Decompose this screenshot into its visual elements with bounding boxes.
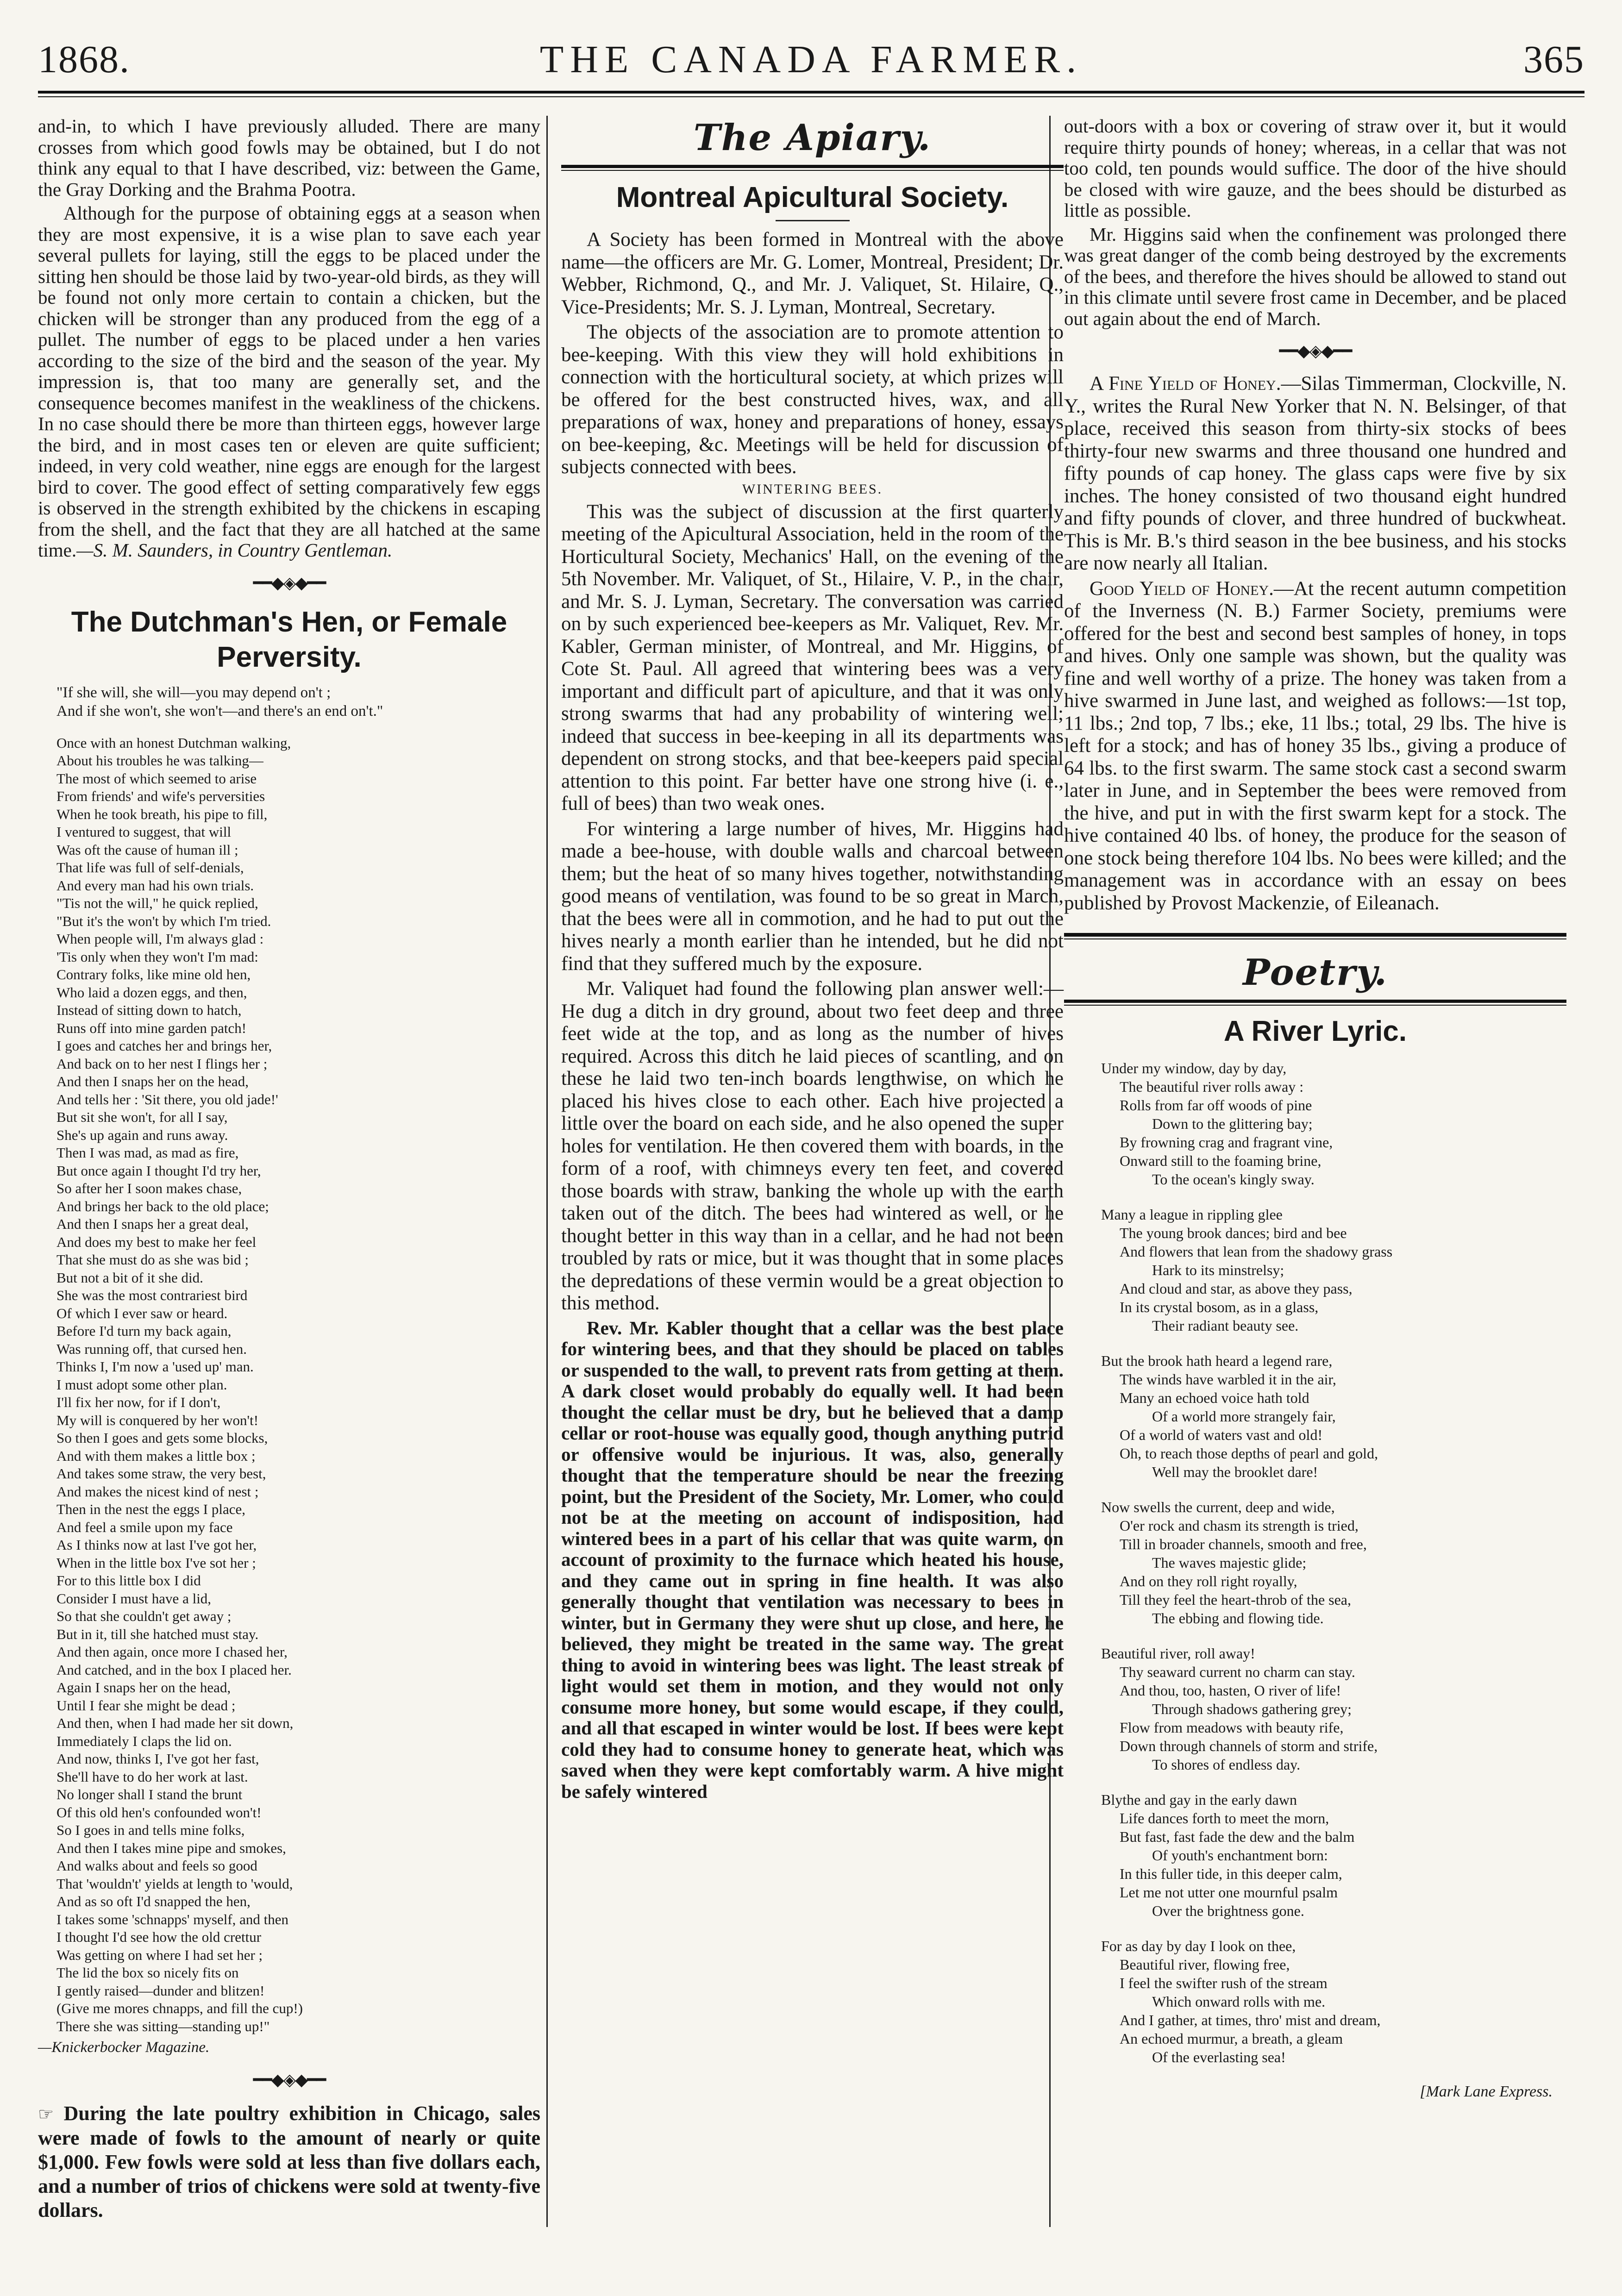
verse-line: And does my best to make her feel — [56, 1233, 257, 1250]
honey-item — [1064, 373, 1566, 575]
verse-line: That she must do as she was bid ; — [56, 1251, 249, 1268]
poem-line: And on they roll right royally, — [1120, 1573, 1297, 1589]
verse-line: And catched, and in the box I placed her. — [56, 1661, 292, 1678]
verse-line: And then I takes mine pipe and smokes, — [56, 1839, 286, 1856]
poultry-note-text: During the late poultry exhibition in Chicago, sales were made of fowls to the amount of nearly or quite $1,000. Few fowls were sold at less than five dollars each, and a number of trios of chickens were sold at twenty-five dollars. — [38, 2102, 541, 2221]
poem-line: Many a league in rippling glee — [1101, 1206, 1283, 1223]
verse-line: She'll have to do her work at last. — [56, 1768, 248, 1785]
poem-stanza — [1101, 1498, 1566, 1627]
poem-line: Let me not utter one mournful psalm — [1120, 1884, 1338, 1901]
verse-line: Again I snaps her on the head, — [56, 1679, 231, 1695]
poem-line: Well may the brooklet dare! — [1152, 1464, 1318, 1480]
poem-line: To shores of endless day. — [1152, 1756, 1301, 1773]
verse-line: The most of which seemed to arise — [56, 770, 257, 787]
poem-line: Down through channels of storm and strife, — [1120, 1738, 1378, 1754]
verse-line: And brings her back to the old place; — [56, 1198, 269, 1214]
poem-line: Blythe and gay in the early dawn — [1101, 1791, 1297, 1808]
epigraph — [38, 683, 540, 720]
verse-line: Of which I ever saw or heard. — [56, 1305, 228, 1321]
separator-ornament: ━━◆◈◆━━ — [253, 573, 326, 592]
verse-line: Thinks I, I'm now a 'used up' man. — [56, 1358, 254, 1375]
verse-line: And as so oft I'd snapped the hen, — [56, 1893, 251, 1909]
poem-line: Hark to its minstrelsy; — [1152, 1262, 1284, 1278]
paragraph: This was the subject of discussion at the first quarterly meeting of the Apicultural Association, held in the room of the Horticultural Society, Mechanics' Hall, on the evening of the 5th November. Mr. Valiquet, of St., Hilaire, V. P., in the chair, and Mr. S. J. Lyman, Secretary. The conversation was carried on by such experienced bee-keepers as Mr. Valiquet, Rev. Mr. Kabler, German minister, of Montreal, and Mr. Higgins, of Cote St. Paul. All agreed that wintering bees was a very important and difficult part of apiculture, and that it was only strong swarms that had any probability of wintering well; indeed that success in bee-keeping in all its departments was dependent on strong stocks, and that bee-keepers paid special attention to this point. Far better have one strong hive (i. e., full of bees) than two weak ones. — [561, 500, 1064, 814]
paragraph-text: Although for the purpose of obtaining eggs at a season when they are most expensive, it is a wise plan to save each year several pullets for laying, still the eggs to be placed under the sitting hen should be those laid by two-year-old birds, as they will be found not only more certain to contain a chicken, but the chicken will be stronger than any produced from the egg of a pullet. The number of eggs to be placed under a hen varies according to the size of the bird and the season of the year. My impression is, that too many are generally set, and the consequence becomes manifest in the weakliness of the chickens. In no case should there be more than thirteen eggs, however large the bird, and in most cases ten or eleven are quite sufficient; indeed, in very cold weather, nine eggs are enough for the largest bird to cover. The good effect of setting comparatively few eggs is observed in the strength exhibited by the chickens in escaping from the shell, and the fact that they are all hatched at the same time. — [38, 202, 540, 561]
poem-line: The ebbing and flowing tide. — [1152, 1610, 1324, 1627]
verse-line: Then I was mad, as mad as fire, — [56, 1145, 239, 1161]
verse-line: So after her I soon makes chase, — [56, 1180, 242, 1196]
epigraph-line: "If she will, she will—you may depend on't ; — [56, 684, 331, 701]
poem-line: Till in broader channels, smooth and free, — [1120, 1536, 1367, 1552]
verse-line: And every man had his own trials. — [56, 877, 254, 894]
poem-line: Now swells the current, deep and wide, — [1101, 1499, 1335, 1515]
verse-line: My will is conquered by her won't! — [56, 1412, 259, 1428]
verse-line: Contrary folks, like mine old hen, — [56, 966, 251, 982]
poem-stanza — [1101, 1790, 1566, 1920]
verse-line: And feel a smile upon my face — [56, 1519, 233, 1535]
verse-line: So I goes in and tells mine folks, — [56, 1822, 245, 1838]
verse-line: Immediately I claps the lid on. — [56, 1733, 232, 1749]
poem-line: By frowning crag and fragrant vine, — [1120, 1134, 1333, 1151]
poem-line: And cloud and star, as above they pass, — [1120, 1280, 1353, 1297]
column-apiary — [561, 116, 1064, 1805]
epigraph-line: And if she won't, she won't—and there's an end on't." — [56, 702, 383, 719]
paragraph: Mr. Higgins said when the confinement was prolonged there was great danger of the comb being destroyed by the excrements of the bees, and therefore the hives should be allowed to stand out in this climate until severe frost came in December, and be placed out again about the end of March. — [1064, 223, 1566, 329]
verse-line: I must adopt some other plan. — [56, 1376, 227, 1393]
poem-line: Oh, to reach those depths of pearl and gold, — [1120, 1445, 1378, 1462]
poem-line: But the brook hath heard a legend rare, — [1101, 1352, 1333, 1369]
item-lead: A Fine Yield of Honey. — [1090, 373, 1281, 394]
verse-line: Was getting on where I had set her ; — [56, 1946, 263, 1963]
verse-line: I goes and catches her and brings her, — [56, 1038, 272, 1054]
masthead-year: 1868. — [38, 38, 130, 81]
verse-line: When in the little box I've sot her ; — [56, 1554, 256, 1571]
verse-line: And then again, once more I chased her, — [56, 1644, 288, 1660]
masthead-rule — [38, 91, 1584, 94]
poem-source: —Knickerbocker Magazine. — [38, 2039, 210, 2056]
verse-line: And then I snaps her on the head, — [56, 1073, 249, 1089]
verse-line: That life was full of self-denials, — [56, 859, 244, 876]
verse-line: As I thinks now at last I've got her, — [56, 1537, 257, 1553]
poem-line: To the ocean's kingly sway. — [1152, 1171, 1315, 1188]
verse-line: The lid the box so nicely fits on — [56, 1964, 239, 1981]
poem-line: For as day by day I look on thee, — [1101, 1938, 1296, 1954]
poem-line: O'er rock and chasm its strength is tried, — [1120, 1517, 1359, 1534]
verse-line: But once again I thought I'd try her, — [56, 1162, 261, 1179]
paragraph: For wintering a large number of hives, Mr. Higgins had made a bee-house, with double walls and charcoal between them; but the heat of so many hives together, notwithstanding good means of ventilation, was found to be so great in March, that the bees were all in commotion, and he had to put out the hives nearly a month earlier than he intended, but he did not find that they suffered much by the exposure. — [561, 818, 1064, 975]
poem-line: Of the everlasting sea! — [1152, 2049, 1286, 2065]
poem-line: Many an echoed voice hath told — [1120, 1389, 1309, 1406]
verse-line: And then I snaps her a great deal, — [56, 1216, 249, 1232]
masthead — [38, 32, 1584, 83]
verse-line: Until I fear she might be dead ; — [56, 1697, 236, 1714]
paragraph: A Society has been formed in Montreal with the above name—the officers are Mr. G. Lomer, Montreal, President; Dr. Webber, Richmond, Q., and Mr. J. Valiquet, St. Hilaire, Q., Vice-Presidents; Mr. S. J. Lyman, Montreal, Secretary. — [561, 229, 1064, 318]
verse-line: Was running off, that cursed hen. — [56, 1340, 247, 1357]
verse-line: Was oft the cause of human ill ; — [56, 841, 238, 858]
verse-line: That 'wouldn't' yields at length to 'would, — [56, 1875, 293, 1892]
poem-heading: The Dutchman's Hen, or Female Perversity. — [71, 606, 507, 673]
verse-line: And takes some straw, the very best, — [56, 1465, 266, 1482]
poem-line: And I gather, at times, thro' mist and dream, — [1120, 2012, 1381, 2028]
poem-line: And thou, too, hasten, O river of life! — [1120, 1682, 1341, 1699]
verse-line: And then, when I had made her sit down, — [56, 1715, 294, 1731]
masthead-rule-thin — [38, 96, 1584, 97]
poem-line: Their radiant beauty see. — [1152, 1317, 1299, 1334]
section-rule-thin — [561, 170, 1064, 171]
section-rule — [1064, 933, 1566, 937]
poem-line: Under my window, day by day, — [1101, 1060, 1287, 1076]
poem-line: Of a world of waters vast and old! — [1120, 1426, 1323, 1443]
section-heading-poetry: Poetry. — [1243, 951, 1388, 994]
poem-line: The waves majestic glide; — [1152, 1554, 1307, 1571]
verse-line: "But it's the won't by which I'm tried. — [56, 913, 271, 929]
column-honey-poetry — [1064, 116, 1566, 2101]
poem-stanza — [1101, 1351, 1566, 1481]
verse-line: And makes the nicest kind of nest ; — [56, 1483, 259, 1500]
item-text: —Silas Timmerman, Clockville, N. Y., writes the Rural New Yorker that N. N. Belsinger, of that place, received this season from thirty-six stocks of bees thirty-four new swarms and three thousand one hundred and fifty pounds of cap honey. The glass caps were five by six inches. The honey consisted of two thousand eight hundred and fifty pounds of clover, and three hundred of buckwheat. This is Mr. B.'s third season in the bee business, and his stocks are now nearly all Italian. — [1064, 373, 1567, 574]
byline: —S. M. Saunders, in Country Gentleman. — [76, 539, 393, 561]
poem-stanza — [1101, 1059, 1566, 1189]
verse-line: For to this little box I did — [56, 1572, 201, 1589]
verse-line: About his troubles he was talking— — [56, 752, 263, 769]
verse-line: Before I'd turn my back again, — [56, 1323, 232, 1339]
subheading: WINTERING BEES. — [742, 481, 883, 497]
verse-line: Once with an honest Dutchman walking, — [56, 734, 291, 751]
verse-line: But not a bit of it she did. — [56, 1269, 203, 1286]
article-heading: Montreal Apicultural Society. — [616, 181, 1009, 213]
paragraph: Mr. Valiquet had found the following plan answer well:—He dug a ditch in dry ground, about two feet deep and three feet wide at the top, and as long as the number of hives required. Across this ditch he laid pieces of scantling, and on these he laid two ten-inch boards lengthwise, on which he placed his hives close to each other. Each hive projected a little over the board on each side, and he also opened the super holes for ventilation. He then covered them with boards, in the form of a roof, with chimneys every ten feet, and covered those boards with straw, banking the whole up with the earth taken out of the ditch. The bees had wintered as well, or he thought better in this way than in a cellar, and he had not been troubled by rats or mice, but it was thought that in some places the depredations of these vermin would be a great objection to this method. — [561, 978, 1064, 1314]
poem-stanza — [1101, 1937, 1566, 2066]
verse-line: I gently raised—dunder and blitzen! — [56, 1982, 265, 1999]
masthead-page-number: 365 — [1523, 38, 1584, 81]
paragraph — [38, 203, 540, 561]
poem-stanza — [1101, 1644, 1566, 1774]
heading-rule — [776, 220, 850, 221]
pointing-hand-icon: ☞ — [38, 2104, 54, 2124]
verse-line: So that she couldn't get away ; — [56, 1608, 232, 1624]
poem-line: Through shadows gathering grey; — [1152, 1701, 1352, 1717]
verse-line: No longer shall I stand the brunt — [56, 1786, 243, 1802]
poultry-note — [38, 2102, 540, 2222]
poem-line: In this fuller tide, in this deeper calm, — [1120, 1865, 1342, 1882]
verse-line: And walks about and feels so good — [56, 1858, 257, 1874]
poem-verse — [38, 734, 540, 2036]
poem-line: The beautiful river rolls away : — [1120, 1078, 1304, 1095]
separator-ornament: ━━◆◈◆━━ — [1279, 342, 1352, 360]
verse-line: I'll fix her now, for if I don't, — [56, 1394, 221, 1410]
poem-line: And flowers that lean from the shadowy grass — [1120, 1243, 1393, 1260]
verse-line: I thought I'd see how the old crettur — [56, 1929, 262, 1945]
item-text: —At the recent autumn competition of the Inverness (N. B.) Farmer Society, premiums were offered for the best and second best samples of honey, in tops and hives. Only one sample was shown, but the quality was fine and well worthy of a prize. The honey was taken from a hive swarmed in June last, and weighed as follows:—1st top, 11 lbs.; 2nd top, 7 lbs.; eke, 11 lbs.; total, 29 lbs. The hive is left for a stock; and has of honey 35 lbs., giving a produce of 64 lbs. to the first swarm. The same stock cast a second swarm later in June, and in September the bees were removed from the hive, and put in with the first swarm kept for a stock. The hive contained 40 lbs. of honey, the produce for the season of one stock being therefore 104 lbs. No bees were killed; and the management was in accordance with an essay on bees published by Provost Mackenzie, of Eileanach. — [1064, 577, 1566, 914]
verse-line: Runs off into mine garden patch! — [56, 1020, 247, 1036]
verse-line: And back on to her nest I flings her ; — [56, 1055, 268, 1072]
poem-line: Rolls from far off woods of pine — [1120, 1097, 1312, 1114]
verse-line: Of this old hen's confounded won't! — [56, 1804, 262, 1821]
honey-item — [1064, 578, 1566, 915]
verse-line: I takes some 'schnapps' myself, and then — [56, 1911, 289, 1927]
poem-river-lyric — [1064, 1059, 1566, 2066]
verse-line: And with them makes a little box ; — [56, 1447, 256, 1464]
poem-line: Thy seaward current no charm can stay. — [1120, 1664, 1355, 1680]
poem-line: Over the brightness gone. — [1152, 1902, 1304, 1919]
poem-stanza — [1101, 1205, 1566, 1335]
verse-line: (Give me mores chnapps, and fill the cup!) — [56, 2000, 303, 2016]
verse-line: She's up again and runs away. — [56, 1126, 228, 1143]
poem-line: Of youth's enchantment born: — [1152, 1847, 1328, 1864]
section-heading-apiary: The Apiary. — [693, 117, 932, 159]
section-rule — [561, 165, 1064, 168]
poem-line: The young brook dances; bird and bee — [1120, 1225, 1347, 1241]
verse-line: "Tis not the will," he quick replied, — [56, 895, 258, 911]
poem-line: Onward still to the foaming brine, — [1120, 1152, 1321, 1169]
column-divider-1 — [546, 116, 548, 2227]
verse-line: Who laid a dozen eggs, and then, — [56, 984, 247, 1001]
verse-line: And now, thinks I, I've got her fast, — [56, 1751, 259, 1767]
poem-line: Down to the glittering bay; — [1152, 1115, 1313, 1132]
item-lead: Good Yield of Honey. — [1090, 577, 1274, 600]
verse-line: When he took breath, his pipe to fill, — [56, 806, 268, 822]
paragraph: The objects of the association are to promote attention to bee-keeping. With this view they will hold exhibitions in connection with the horticultural society, at which prizes will be offered for the best constructed hives, wax, and all preparations of wax, honey and preparations of honey, essays on bee-keeping, &c. Meetings will be held for discussion of subjects connected with bees. — [561, 321, 1064, 478]
poem-source: [Mark Lane Express. — [1420, 2083, 1553, 2100]
paragraph: Rev. Mr. Kabler thought that a cellar was the best place for wintering bees, and that they should be placed on tables or suspended to the wall, to prevent rats from getting at them. A dark closet would probably do equally well. It had been thought the cellar must be dry, but he believed that a damp cellar or root-house was equally good, though anything putrid or offensive would be injurious. It was, also, generally thought that the temperature should be near the freezing point, but the President of the Society, Mr. Lomer, who could not be at the meeting on account of indisposition, had wintered bees in a part of his cellar that was quite warm, on account of proximity to the furnace which heated his house, and they came out in spring in fine health. It was also generally thought that ventilation was necessary to bees in winter, but in Germany they were shut up close, and here, he believed, they might be treated in the same way. The great thing to avoid in wintering bees was light. The least streak of light would set them in motion, and they would not only consume more honey, but some would escape, if they could, and all that escaped in winter would be lost. If bees were kept cold they had to consume honey to generate heat, which was saved when they were kept comfortably warm. A hive might be safely wintered — [561, 1317, 1064, 1802]
verse-line: But sit she won't, for all I say, — [56, 1109, 228, 1125]
section-rule — [1064, 1000, 1566, 1003]
poem-heading: A River Lyric. — [1223, 1015, 1407, 1047]
paragraph: out-doors with a box or covering of straw over it, but it would require thirty pounds of honey; whereas, in a cellar that was not too cold, ten pounds would suffice. The door of the hive should be closed with wire gauze, and the bees should be disturbed as little as possible. — [1064, 115, 1566, 221]
section-rule-thin — [1064, 1005, 1566, 1006]
section-rule-thin — [1064, 938, 1566, 939]
verse-line: Then in the nest the eggs I place, — [56, 1501, 246, 1517]
poem-line: The winds have warbled it in the air, — [1120, 1371, 1336, 1388]
verse-line: But in it, till she hatched must stay. — [56, 1626, 259, 1642]
poem-line: Life dances forth to meet the morn, — [1120, 1810, 1329, 1827]
poem-line: Which onward rolls with me. — [1152, 1993, 1326, 2010]
poem-line: I feel the swifter rush of the stream — [1120, 1975, 1328, 1991]
poem-line: Till they feel the heart-throb of the sea, — [1120, 1591, 1351, 1608]
verse-line: So then I goes and gets some blocks, — [56, 1430, 268, 1446]
column-poultry — [38, 116, 540, 2225]
verse-line: Consider I must have a lid, — [56, 1590, 212, 1607]
separator-ornament: ━━◆◈◆━━ — [253, 2071, 326, 2089]
masthead-title: THE CANADA FARMER. — [539, 38, 1083, 81]
verse-line: When people will, I'm always glad : — [56, 931, 264, 947]
poem-line: In its crystal bosom, as in a glass, — [1120, 1299, 1319, 1315]
poem-line: An echoed murmur, a breath, a gleam — [1120, 2030, 1343, 2047]
poem-line: But fast, fast fade the dew and the balm — [1120, 1828, 1355, 1845]
poem-line: Of a world more strangely fair, — [1152, 1408, 1336, 1425]
verse-line: 'Tis only when they won't I'm mad: — [56, 948, 258, 965]
verse-line: She was the most contrariest bird — [56, 1287, 248, 1303]
poem-line: Beautiful river, roll away! — [1101, 1645, 1255, 1662]
poem-line: Flow from meadows with beauty rife, — [1120, 1719, 1344, 1736]
verse-line: I ventured to suggest, that will — [56, 824, 232, 840]
verse-line: And tells her : 'Sit there, you old jade!' — [56, 1091, 278, 1107]
poem-line: Beautiful river, flowing free, — [1120, 1956, 1290, 1973]
paragraph: and-in, to which I have previously alluded. There are many crosses from which good fowls may be obtained, but I do not think any equal to that I have described, viz: between the Game, the Gray Dorking and the Brahma Pootra. — [38, 115, 540, 200]
verse-line: Instead of sitting down to hatch, — [56, 1002, 242, 1018]
verse-line: There she was sitting—standing up!" — [56, 2018, 270, 2034]
verse-line: From friends' and wife's perversities — [56, 788, 265, 804]
